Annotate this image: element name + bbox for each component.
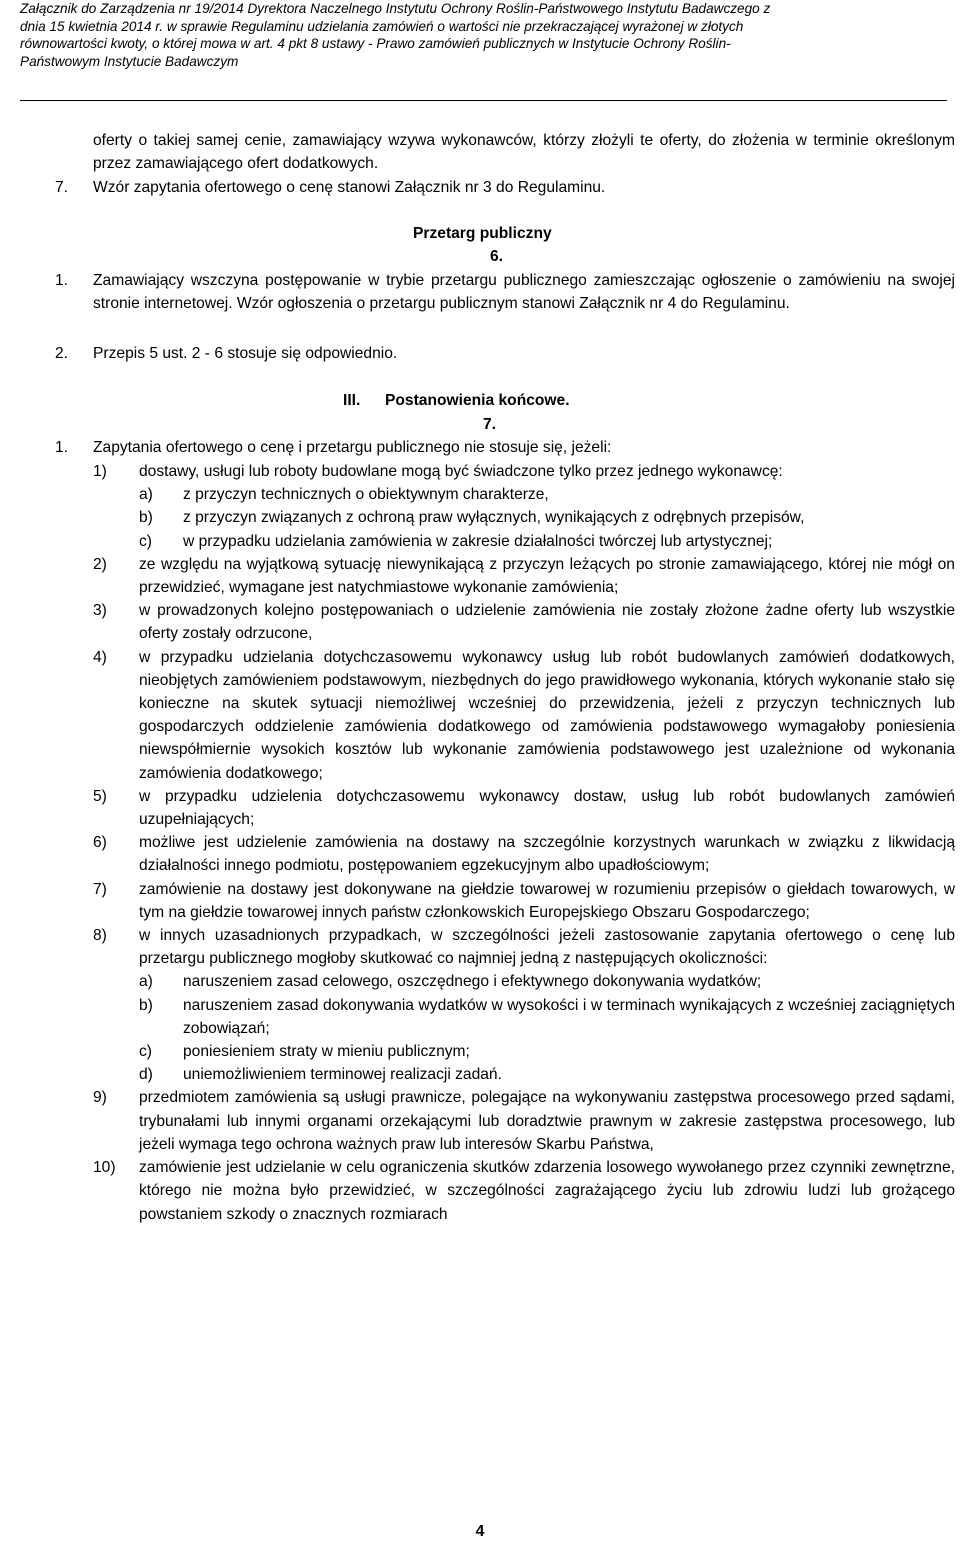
sub-list-item-text: z przyczyn związanych z ochroną praw wyłącznych, wynikających z odrębnych przepisów, — [183, 509, 805, 527]
sub-list-item — [139, 506, 955, 529]
list-item — [93, 1156, 955, 1226]
section-title: Przetarg publiczny — [413, 225, 552, 242]
sub-list-item-label: b) — [139, 996, 153, 1014]
paragraph-number: 1. — [55, 439, 69, 456]
list-item-text: zamówienie jest udzielanie w celu ograniczenia skutków zdarzenia losowego wywołanego przez czynniki zewnętrzne, którego nie można było przewidzieć, w szczególności zagrażającego życiu lub zdrowiu ludzi lub grożącego powstaniem szkody o znacznych rozmiarach — [139, 1159, 955, 1223]
section-number: 6. — [490, 248, 504, 265]
page-number: 4 — [475, 1523, 485, 1540]
list-item-text: w przypadku udzielenia dotychczasowemu wykonawcy dostaw, usług lub robót budowlanych zamówień uzupełniających; — [139, 787, 955, 829]
list-item-label: 10) — [93, 1159, 116, 1177]
list-item-label: 1) — [93, 463, 107, 480]
list-item-text: możliwe jest udzielenie zamówienia na dostawy na szczególnie korzystnych warunkach w związku z likwidacją działalności innego podmiotu, postępowaniem egzekucyjnym albo upadłościowym; — [139, 834, 955, 875]
section-number: 7. — [483, 416, 497, 433]
list-item — [93, 785, 955, 831]
list-item-text: w przypadku udzielania dotychczasowemu wykonawcy usług lub robót budowlanych zamówień dodatkowych, nieobjętych zamówieniem podstawowym, niezbędnych do jego prawidłowego wykonania, których wykonanie stało się konieczne na skutek sytuacji niemożliwej wcześniej do przewidzenia, jeżeli z przyczyn technicznych lub gospodarczych oddzielenie zamówienia dodatkowego od zamówienia podstawowego wymagałoby poniesienia niewspółmiernie wysokich kosztów lub wykonanie zamówienia podstawowego jest uzależnione od wykonania zamówienia dodatkowego; — [139, 648, 955, 782]
sub-list-item-text: poniesieniem straty w mieniu publicznym; — [183, 1043, 470, 1061]
numbered-list — [93, 460, 955, 1226]
list-item-text: zamówienie na dostawy jest dokonywane na giełdzie towarowej w rozumieniu przepisów o giełdach towarowych, w tym na giełdzie towarowej innych państw członkowskich Europejskiego Obszaru Gospodarczego; — [139, 880, 955, 921]
sub-list-item-label: d) — [139, 1066, 153, 1084]
list-item-label: 3) — [93, 602, 107, 620]
sub-list-item — [139, 994, 955, 1040]
sub-list-item — [139, 1040, 955, 1063]
header-divider — [20, 100, 947, 101]
item-number: 7. — [55, 179, 69, 196]
list-item — [93, 460, 955, 553]
sub-list — [139, 483, 955, 553]
sub-list-item — [139, 483, 955, 506]
sub-list-item-label: c) — [139, 1043, 152, 1061]
header-line: dnia 15 kwietnia 2014 r. w sprawie Regulaminu udzielania zamówień o wartości nie przekraczającej wyrażonej w złotych — [20, 18, 744, 34]
list-item — [93, 831, 955, 877]
document-header — [20, 0, 940, 70]
list-item-text: w prowadzonych kolejno postępowaniach o udzielenie zamówienia nie zostały złożone żadne oferty lub wszystkie oferty zostały odrzucone, — [139, 602, 955, 643]
list-item-text: dostawy, usługi lub roboty budowlane mogą być świadczone tylko przez jednego wykonawcę: — [139, 463, 783, 480]
paragraph-text: Zapytania ofertowego o cenę i przetargu publicznego nie stosuje się, jeżeli: — [93, 439, 612, 456]
sub-list-item-text: w przypadku udzielania zamówienia w zakresie działalności twórczej lub artystycznej; — [183, 532, 773, 550]
sub-list-item-text: naruszeniem zasad dokonywania wydatków w wysokości i w terminach wynikających z wcześniej zaciągniętych zobowiązań; — [183, 996, 955, 1037]
list-item-text: przedmiotem zamówienia są usługi prawnicze, polegające na wykonywaniu zastępstwa procesowego przed sądami, trybunałami lub innymi organami orzekającymi lub doradztwie prawnym w zakresie zastępstwa procesowego, lub jeżeli wymaga tego ochrona ważnych praw lub interesów Skarbu Państwa, — [139, 1089, 955, 1153]
paragraph-number: 2. — [55, 345, 69, 362]
list-item — [93, 1086, 955, 1156]
sub-list-item — [139, 530, 955, 553]
sub-list-item-label: a) — [139, 973, 153, 991]
list-item-label: 6) — [93, 834, 107, 852]
sub-list-item-text: z przyczyn technicznych o obiektywnym charakterze, — [183, 486, 549, 504]
list-item-label: 2) — [93, 555, 107, 573]
paragraph-text: Zamawiający wszczyna postępowanie w trybie przetargu publicznego zamieszczając ogłoszenie o zamówieniu na swojej stronie internetowej. Wzór ogłoszenia o przetargu publicznym stanowi Załącznik nr 4 do Regulaminu. — [93, 272, 955, 313]
sub-list-item — [139, 1063, 955, 1086]
list-item — [93, 599, 955, 645]
list-item-text: w innych uzasadnionych przypadkach, w szczególności jeżeli zastosowanie zapytania ofertowego o cenę lub przetargu publicznego mogłoby skutkować co najmniej jedną z następujących okoliczności: — [139, 927, 955, 968]
header-line: Państwowym Instytucie Badawczym — [20, 53, 239, 69]
list-item — [93, 553, 955, 599]
chapter-title: Postanowienia końcowe. — [385, 392, 570, 409]
list-item — [93, 878, 955, 924]
header-line: Załącznik do Zarządzenia nr 19/2014 Dyrektora Naczelnego Instytutu Ochrony Roślin-Państwowego Instytutu Badawczego z — [20, 1, 771, 16]
sub-list — [139, 970, 955, 1086]
list-item-label: 7) — [93, 880, 107, 898]
chapter-roman-numeral: III. — [343, 392, 361, 409]
list-item — [93, 924, 955, 1086]
sub-list-item-text: uniemożliwieniem terminowej realizacji zadań. — [183, 1066, 502, 1084]
header-line: równowartości kwoty, o której mowa w art. 4 pkt 8 ustawy - Prawo zamówień publicznych w Instytucie Ochrony Roślin- — [20, 36, 731, 52]
list-item-label: 8) — [93, 927, 107, 945]
paragraph-text: Przepis 5 ust. 2 - 6 stosuje się odpowiednio. — [93, 345, 398, 362]
list-item-text: ze względu na wyjątkową sytuację niewynikającą z przyczyn leżących po stronie zamawiającego, której nie mógł on przewidzieć, wymagane jest natychmiastowe wykonanie zamówienia; — [139, 555, 955, 597]
sub-list-item-label: b) — [139, 509, 153, 527]
list-item-label: 5) — [93, 787, 107, 805]
list-item-label: 9) — [93, 1089, 107, 1107]
sub-list-item — [139, 970, 955, 993]
continuation-paragraph: oferty o takiej samej cenie, zamawiający wzywa wykonawców, którzy złożyli te oferty, do złożenia w terminie określonym przez zamawiającego ofert dodatkowych. — [93, 132, 955, 173]
item-7-text: Wzór zapytania ofertowego o cenę stanowi Załącznik nr 3 do Regulaminu. — [93, 179, 606, 196]
exclusion-list — [93, 460, 955, 1226]
paragraph-number: 1. — [55, 272, 69, 289]
sub-list-item-label: a) — [139, 486, 153, 504]
list-item-label: 4) — [93, 648, 107, 666]
list-item — [93, 646, 955, 785]
sub-list-item-label: c) — [139, 532, 152, 550]
sub-list-item-text: naruszeniem zasad celowego, oszczędnego i efektywnego dokonywania wydatków; — [183, 973, 762, 991]
